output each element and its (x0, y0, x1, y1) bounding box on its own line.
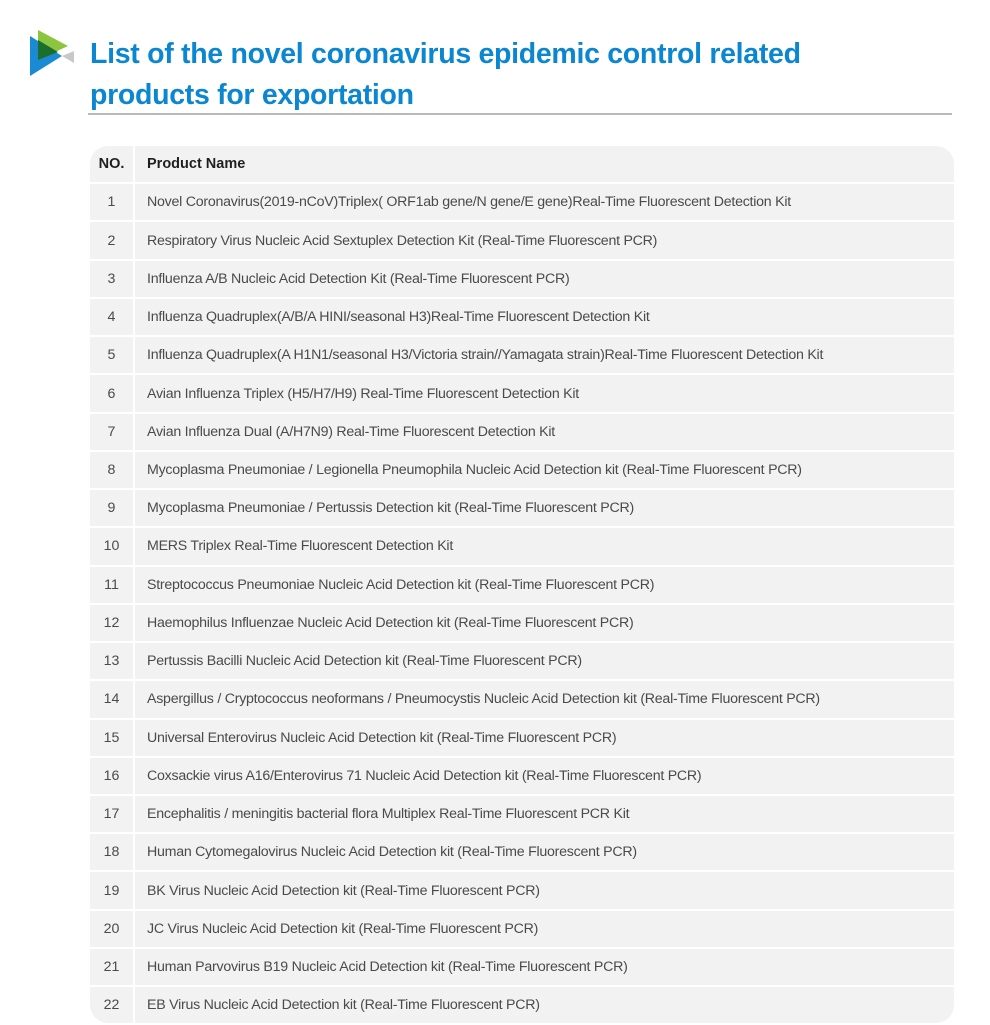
table-row (90, 987, 954, 1023)
table-row (90, 758, 954, 794)
table-row (90, 490, 954, 526)
product-name: EB Virus Nucleic Acid Detection kit (Real-Time Fluorescent PCR) (135, 987, 954, 1023)
row-number: 1 (90, 184, 133, 220)
page-title: List of the novel coronavirus epidemic control related products for exportation (90, 38, 801, 111)
product-name: Encephalitis / meningitis bacterial flora Multiplex Real-Time Fluorescent PCR Kit (135, 796, 954, 832)
row-number: 9 (90, 490, 133, 526)
product-name: Human Cytomegalovirus Nucleic Acid Detection kit (Real-Time Fluorescent PCR) (135, 834, 954, 870)
row-number: 5 (90, 337, 133, 373)
table-row (90, 528, 954, 564)
product-name: Haemophilus Influenzae Nucleic Acid Detection kit (Real-Time Fluorescent PCR) (135, 605, 954, 641)
product-name: Aspergillus / Cryptococcus neoformans / Pneumocystis Nucleic Acid Detection kit (Real-Time Fluorescent PCR) (135, 681, 954, 717)
table-row (90, 796, 954, 832)
table-header-row (90, 146, 954, 182)
product-name: Mycoplasma Pneumoniae / Legionella Pneumophila Nucleic Acid Detection kit (Real-Time Fluorescent PCR) (135, 452, 954, 488)
product-name: Streptococcus Pneumoniae Nucleic Acid Detection kit (Real-Time Fluorescent PCR) (135, 567, 954, 603)
row-number: 18 (90, 834, 133, 870)
table-row (90, 337, 954, 373)
row-number: 16 (90, 758, 133, 794)
table-row (90, 681, 954, 717)
table-row (90, 911, 954, 947)
table-row (90, 872, 954, 908)
row-number: 2 (90, 222, 133, 258)
product-name: Mycoplasma Pneumoniae / Pertussis Detection kit (Real-Time Fluorescent PCR) (135, 490, 954, 526)
table-row (90, 184, 954, 220)
table-row (90, 643, 954, 679)
row-number: 17 (90, 796, 133, 832)
product-name: Influenza Quadruplex(A/B/A HINI/seasonal H3)Real-Time Fluorescent Detection Kit (135, 299, 954, 335)
logo-gray-triangle (62, 51, 74, 63)
row-number: 3 (90, 261, 133, 297)
product-name: MERS Triplex Real-Time Fluorescent Detection Kit (135, 528, 954, 564)
row-number: 15 (90, 720, 133, 756)
product-name: Universal Enterovirus Nucleic Acid Detection kit (Real-Time Fluorescent PCR) (135, 720, 954, 756)
product-name: Avian Influenza Dual (A/H7N9) Real-Time Fluorescent Detection Kit (135, 414, 954, 450)
table-row (90, 605, 954, 641)
column-header-no: NO. (90, 146, 133, 182)
row-number: 8 (90, 452, 133, 488)
row-number: 10 (90, 528, 133, 564)
row-number: 21 (90, 949, 133, 985)
product-name: Human Parvovirus B19 Nucleic Acid Detection kit (Real-Time Fluorescent PCR) (135, 949, 954, 985)
row-number: 20 (90, 911, 133, 947)
row-number: 7 (90, 414, 133, 450)
product-name: Influenza A/B Nucleic Acid Detection Kit (Real-Time Fluorescent PCR) (135, 261, 954, 297)
brand-logo-icon (28, 30, 76, 78)
table-row (90, 299, 954, 335)
table-row (90, 567, 954, 603)
row-number: 14 (90, 681, 133, 717)
product-name: Influenza Quadruplex(A H1N1/seasonal H3/Victoria strain//Yamagata strain)Real-Time Fluorescent Detection Kit (135, 337, 954, 373)
row-number: 4 (90, 299, 133, 335)
product-name: Coxsackie virus A16/Enterovirus 71 Nucleic Acid Detection kit (Real-Time Fluorescent PCR) (135, 758, 954, 794)
column-header-product-name: Product Name (135, 146, 954, 182)
table-row (90, 949, 954, 985)
product-name: JC Virus Nucleic Acid Detection kit (Real-Time Fluorescent PCR) (135, 911, 954, 947)
product-name: Pertussis Bacilli Nucleic Acid Detection kit (Real-Time Fluorescent PCR) (135, 643, 954, 679)
product-name: Avian Influenza Triplex (H5/H7/H9) Real-Time Fluorescent Detection Kit (135, 375, 954, 411)
table-body (90, 184, 954, 1023)
title-divider (88, 113, 952, 115)
row-number: 22 (90, 987, 133, 1023)
row-number: 11 (90, 567, 133, 603)
table-row (90, 222, 954, 258)
table-row (90, 452, 954, 488)
table-row (90, 261, 954, 297)
table-row (90, 720, 954, 756)
row-number: 19 (90, 872, 133, 908)
table-row (90, 414, 954, 450)
product-name: Respiratory Virus Nucleic Acid Sextuplex Detection Kit (Real-Time Fluorescent PCR) (135, 222, 954, 258)
product-name: BK Virus Nucleic Acid Detection kit (Real-Time Fluorescent PCR) (135, 872, 954, 908)
row-number: 6 (90, 375, 133, 411)
row-number: 13 (90, 643, 133, 679)
products-table (90, 146, 954, 1025)
row-number: 12 (90, 605, 133, 641)
table-row (90, 834, 954, 870)
table-row (90, 375, 954, 411)
product-name: Novel Coronavirus(2019-nCoV)Triplex( ORF1ab gene/N gene/E gene)Real-Time Fluorescent Detection Kit (135, 184, 954, 220)
